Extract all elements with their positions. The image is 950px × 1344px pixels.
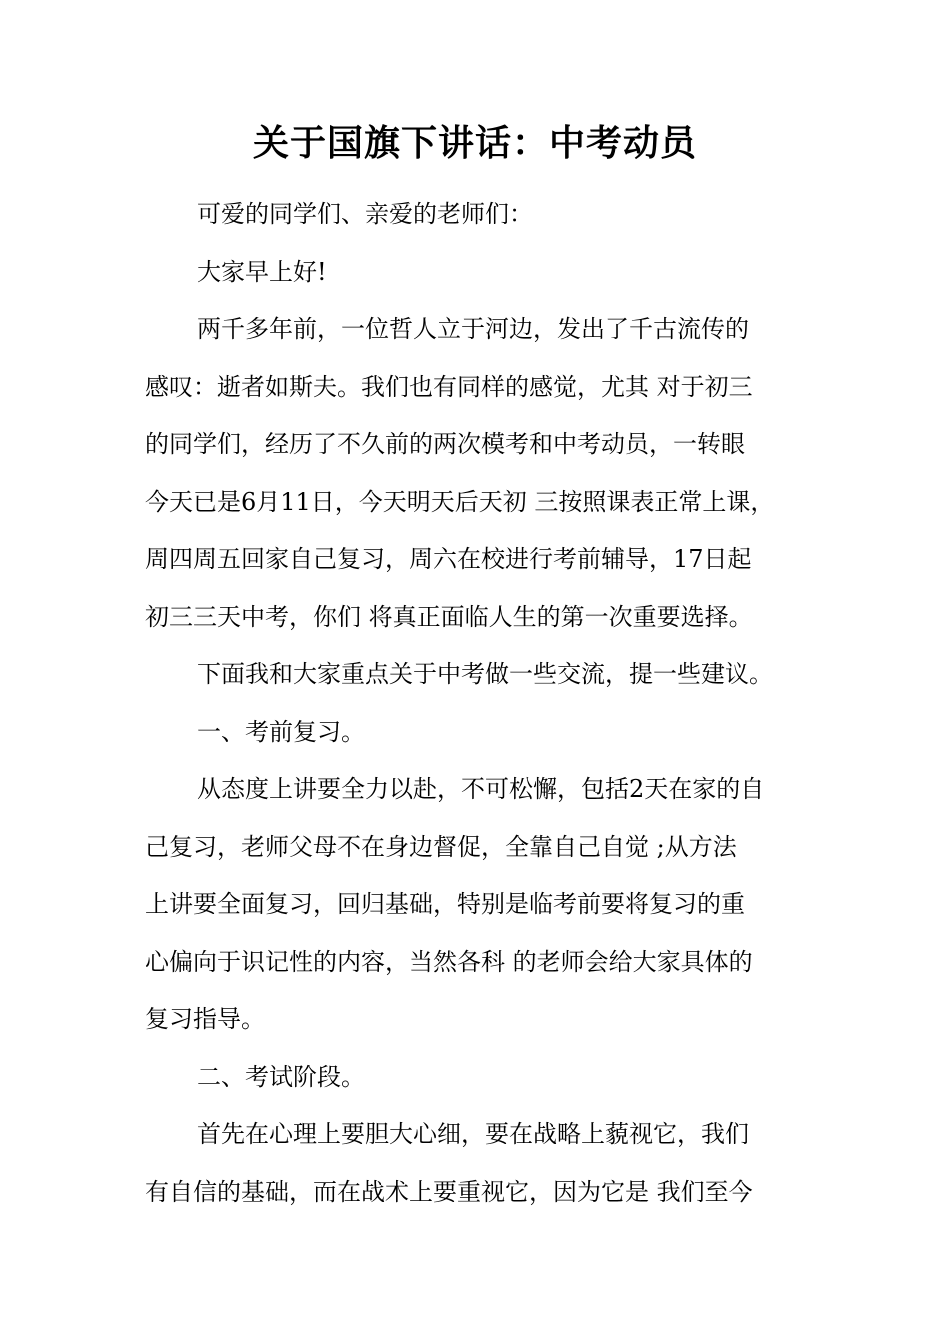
body-line: 大家早上好! bbox=[197, 257, 327, 286]
body-line: 的同学们，经历了不久前的两次模考和中考动员，一转眼 bbox=[145, 430, 745, 458]
document-body bbox=[145, 186, 813, 1221]
body-line: 复习指导。 bbox=[145, 1005, 265, 1033]
body-line: 首先在心理上要胆大心细，要在战略上藐视它，我们 bbox=[197, 1120, 749, 1148]
body-line: 两千多年前，一位哲人立于河边，发出了千古流传的 bbox=[197, 315, 749, 343]
body-line: 二、考试阶段。 bbox=[197, 1062, 365, 1091]
body-line: 感叹：逝者如斯夫。我们也有同样的感觉，尤其 对于初三 bbox=[145, 372, 753, 401]
body-line: 下面我和大家重点关于中考做一些交流，提一些建议。 bbox=[197, 660, 773, 688]
body-line: 上讲要全面复习，回归基础，特别是临考前要将复习的重 bbox=[145, 890, 745, 918]
body-line: 可爱的同学们、亲爱的老师们： bbox=[197, 200, 533, 228]
body-line: 初三三天中考，你们 将真正面临人生的第一次重要选择。 bbox=[145, 602, 753, 631]
body-line: 己复习，老师父母不在身边督促，全靠自己自觉 ;从方法 bbox=[145, 832, 737, 861]
body-line: 今天已是6月11日，今天明天后天初 三按照课表正常上课， bbox=[145, 487, 775, 516]
body-line: 心偏向于识记性的内容，当然各科 的老师会给大家具体的 bbox=[145, 947, 753, 976]
document-title: 关于国旗下讲话：中考动员 bbox=[252, 123, 697, 164]
body-line: 从态度上讲要全力以赴，不可松懈，包括2天在家的自 bbox=[197, 775, 765, 803]
body-line: 周四周五回家自己复习，周六在校进行考前辅导，17日起 bbox=[145, 545, 752, 573]
body-line: 一、考前复习。 bbox=[197, 717, 365, 746]
body-line: 有自信的基础，而在战术上要重视它，因为它是 我们至今 bbox=[145, 1177, 753, 1206]
